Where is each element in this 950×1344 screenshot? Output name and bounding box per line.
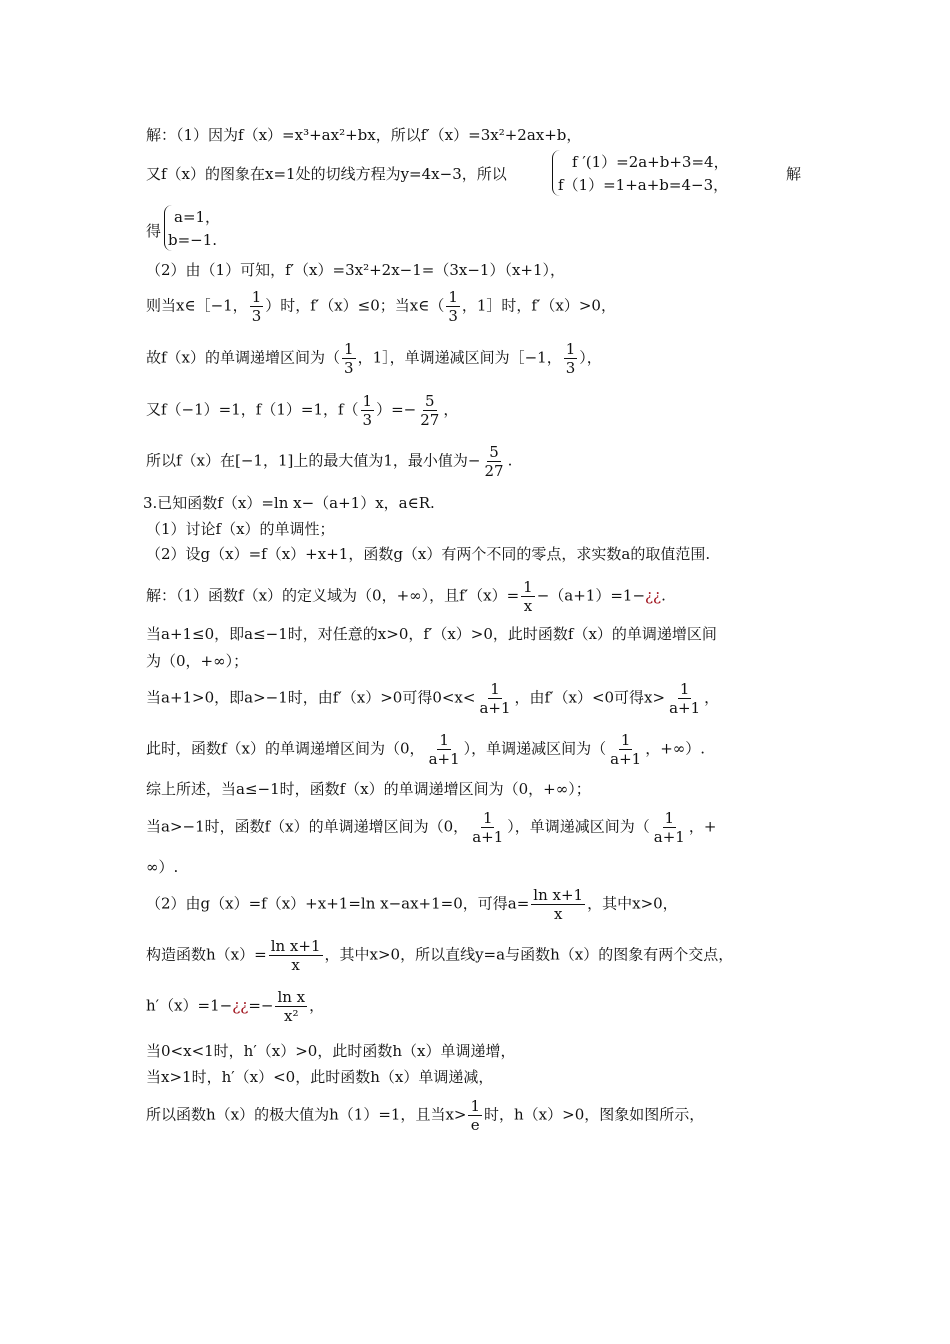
solution-3-line-6: 综上所述，当a≤−1时，函数f（x）的单调递增区间为（0，+∞）；: [146, 780, 591, 798]
solution-line-8: 所以f（x）在[−1，1]上的最大值为1，最小值为− $\frac{5}{27}$ .: [146, 443, 513, 480]
solution-line-1: 解：（1）因为f（x）=x³+ax²+bx，所以f′（x）=3x²+2ax+b，: [146, 126, 582, 144]
fraction-one-third: $\frac{1}{3}$: [448, 288, 458, 325]
fraction-one-over-a-plus-1: $\frac{1}{a+1}$: [610, 731, 642, 768]
fraction-one-third: $\frac{1}{3}$: [362, 392, 373, 429]
fraction-lnx-plus-1-over-x: $\frac{\text{ln x+1}}{x}$: [533, 886, 584, 923]
fraction-one-over-a-plus-1: $\frac{1}{a+1}$: [479, 680, 511, 717]
solution-3-line-12: 当0<x<1时，h′（x）>0，此时函数h（x）单调递增，: [146, 1042, 516, 1060]
solution-line-4: （2）由（1）可知，f′（x）=3x²+2x−1=（3x−1）（x+1），: [146, 261, 566, 279]
problem-3-part-2: （2）设g（x）=f（x）+x+1，函数g（x）有两个不同的零点，求实数a的取值范围.: [146, 545, 711, 563]
solution-line-6: 故f（x）的单调递增区间为（ $\frac{1}{3}$ ，1］，单调递减区间为［−1， $\frac{1}{3}$ ），: [146, 340, 602, 377]
solution-3-line-2: 当a+1≤0，即a≤−1时，对任意的x>0，f′（x）>0，此时函数f（x）的单调递增区间: [146, 625, 717, 643]
system-1-row-1: f ′(1）=2a+b+3=4，: [572, 153, 729, 171]
solution-3-line-4: 当a+1>0，即a>−1时，由f′（x）>0可得0<x< $\frac{1}{a+1}$ ，由f′（x）<0可得x> $\frac{1}{a+1}$ ，: [146, 680, 720, 717]
fraction-one-over-a-plus-1: $\frac{1}{a+1}$: [653, 809, 685, 846]
solution-line-5: 则当x∈［−1， $\frac{1}{3}$ ）时，f′（x）≤0；当x∈（ $\frac{1}{3}$ ，1］时，f′（x）>0，: [146, 288, 616, 325]
fraction-one-third: $\frac{1}{3}$: [344, 340, 354, 377]
system-2-row-2: b=−1.: [168, 231, 218, 249]
problem-3-title: 3.已知函数f（x）=ln x−（a+1）x，a∈R.: [143, 494, 435, 512]
fraction-five-twentysevenths: $\frac{5}{27}$: [420, 392, 440, 429]
fraction-one-over-a-plus-1: $\frac{1}{a+1}$: [669, 680, 701, 717]
fraction-one-third: $\frac{1}{3}$: [565, 340, 576, 377]
solution-line-7: 又f（−1）=1，f（1）=1，f（ $\frac{1}{3}$ ）=− $\frac{5}{27}$ ，: [146, 392, 459, 429]
fraction-one-over-x: $\frac{1}{x}$: [523, 578, 533, 615]
system-1-row-2: f（1）=1+a+b=4−3，: [558, 176, 729, 194]
fraction-one-over-a-plus-1: $\frac{1}{a+1}$: [472, 809, 504, 846]
solution-3-line-1: 解：（1）函数f（x）的定义域为（0，+∞），且f′（x）= $\frac{1}{x}$ −（a+1）=1−¿¿.: [146, 578, 666, 615]
fraction-lnx-plus-1-over-x: $\frac{\text{ln x+1}}{x}$: [270, 937, 321, 974]
solution-line-2: 又f（x）的图象在x=1处的切线方程为y=4x−3，所以: [146, 165, 507, 183]
solution-3-line-9: （2）由g（x）=f（x）+x+1=ln x−ax+1=0，可得a= $\frac{\text{ln x+1}}{x}$ ，其中x>0，: [146, 886, 678, 923]
fraction-one-over-e: $\frac{1}{e}$: [470, 1097, 481, 1134]
fraction-lnx-over-x-squared: $\frac{\text{ln x}}{\text{x²}}$: [277, 988, 306, 1025]
fraction-five-twentysevenths: $\frac{5}{27}$: [484, 443, 504, 480]
solution-3-line-13: 当x>1时，h′（x）<0，此时函数h（x）单调递减，: [146, 1068, 494, 1086]
solution-3-line-7: 当a>−1时，函数f（x）的单调递增区间为（0， $\frac{1}{a+1}$ ），单调递减区间为（ $\frac{1}{a+1}$ ，+: [146, 809, 717, 846]
solution-3-line-11: h′（x）=1−¿¿=− $\frac{\text{ln x}}{\text{x²}}$ ，: [146, 988, 325, 1025]
solution-3-line-14: 所以函数h（x）的极大值为h（1）=1，且当x> $\frac{1}{e}$ 时，h（x）>0，图象如图所示，: [146, 1097, 705, 1134]
solution-3-line-10: 构造函数h（x）= $\frac{\text{ln x+1}}{x}$ ，其中x>0，所以直线y=a与函数h（x）的图象有两个交点，: [146, 937, 734, 974]
solution-3-line-8: ∞）.: [146, 858, 179, 876]
solution-line-2-tail: 解: [786, 165, 802, 183]
problem-3-part-1: （1）讨论f（x）的单调性；: [146, 520, 335, 538]
fraction-one-third: $\frac{1}{3}$: [251, 288, 262, 325]
solution-3-line-5: 此时，函数f（x）的单调递增区间为（0， $\frac{1}{a+1}$ ），单调递减区间为（ $\frac{1}{a+1}$ ，+∞）.: [146, 731, 706, 768]
solution-3-line-3: 为（0，+∞）；: [146, 652, 249, 670]
fraction-one-over-a-plus-1: $\frac{1}{a+1}$: [428, 731, 460, 768]
solution-line-3: 得: [146, 222, 162, 240]
system-2-row-1: a=1，: [174, 208, 221, 226]
